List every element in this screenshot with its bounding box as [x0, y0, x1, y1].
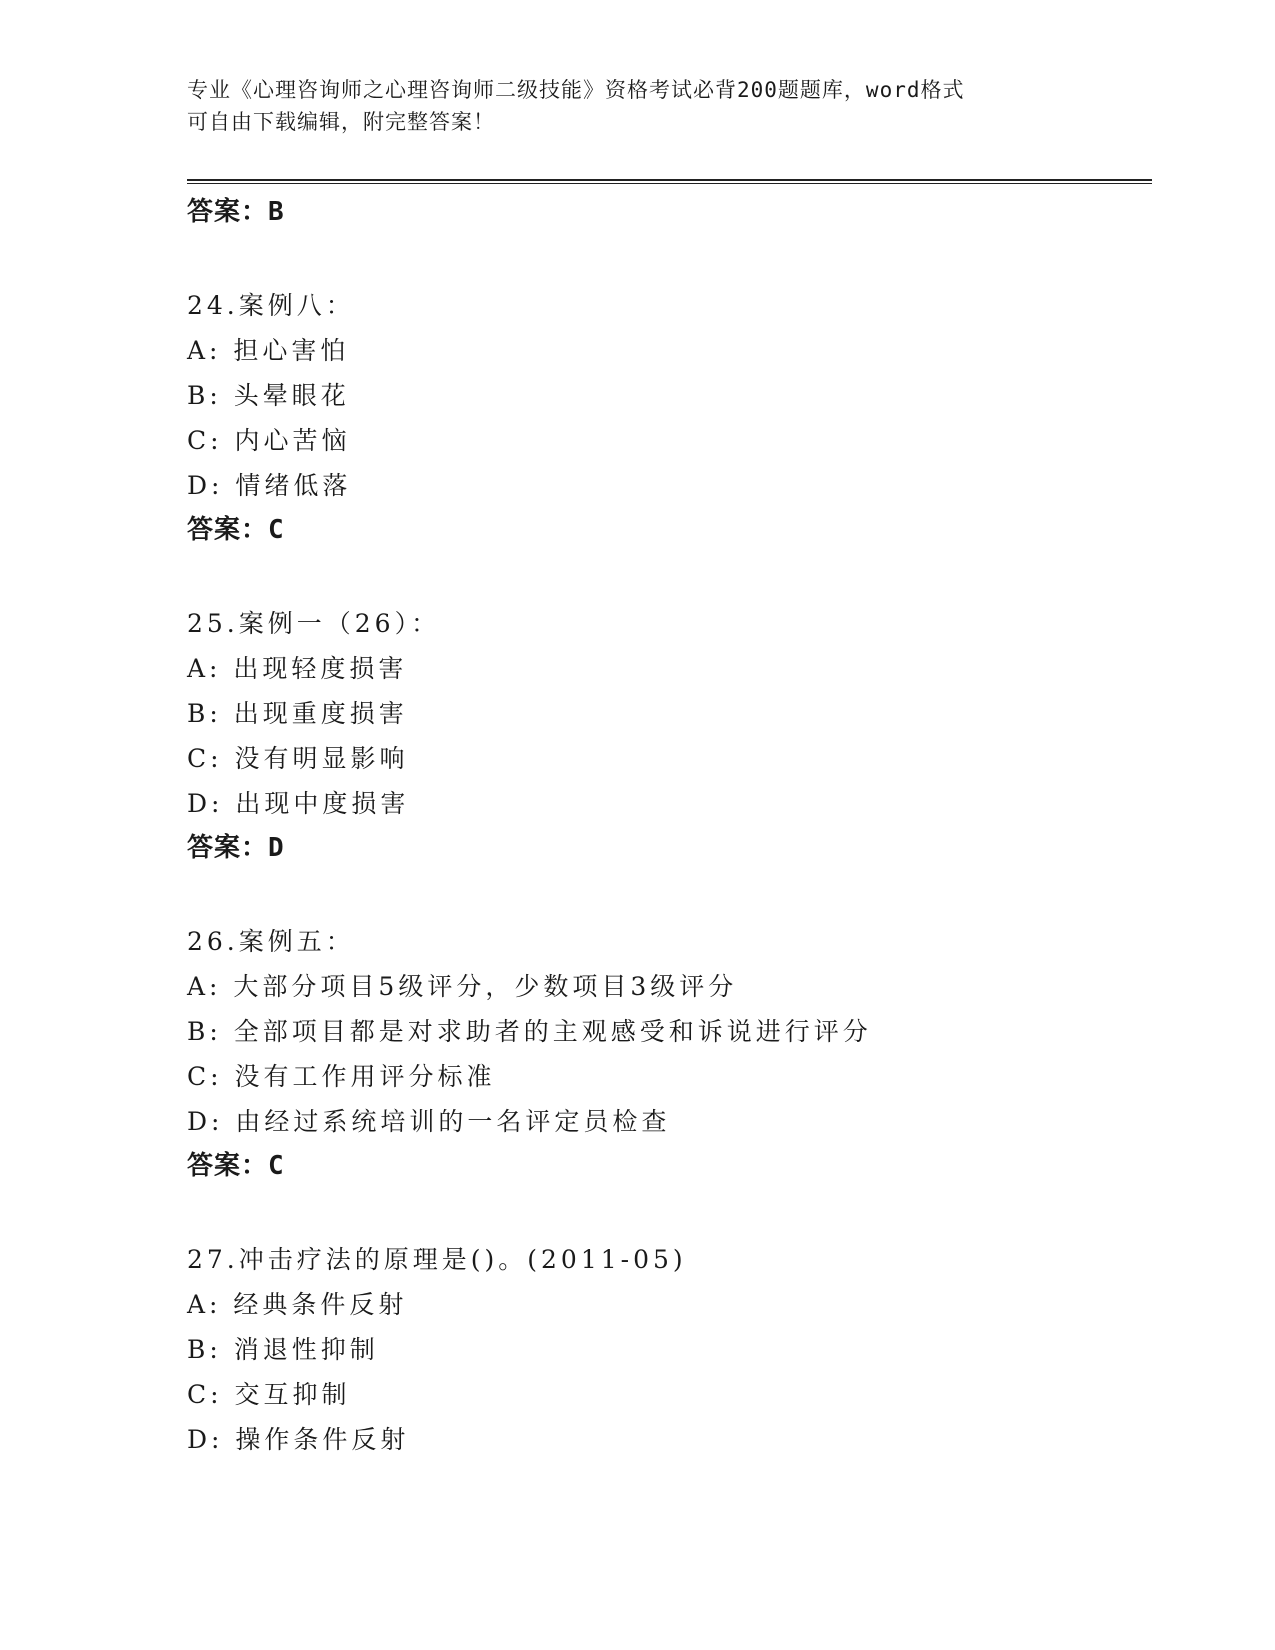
question-list	[187, 190, 1187, 1462]
option-c: C: 没有工作用评分标准	[187, 1062, 496, 1091]
option-b: B: 全部项目都是对求助者的主观感受和诉说进行评分	[187, 1017, 872, 1046]
answer-line: 答案：C	[187, 1151, 285, 1181]
option-c: C: 没有明显影响	[187, 744, 409, 773]
document-header	[187, 74, 1067, 138]
option-a: A: 大部分项目5级评分，少数项目3级评分	[187, 972, 738, 1001]
option-a: A: 经典条件反射	[187, 1290, 408, 1319]
header-line-2: 可自由下载编辑，附完整答案！	[187, 110, 495, 134]
question-stem: 25.案例一（26）：	[187, 609, 441, 638]
question-24	[187, 283, 1187, 553]
question-26	[187, 919, 1187, 1189]
option-c: C: 内心苦恼	[187, 426, 351, 455]
option-a: A: 出现轻度损害	[187, 654, 408, 683]
option-d: D: 出现中度损害	[187, 789, 410, 818]
question-stem: 26.案例五：	[187, 927, 355, 956]
question-27	[187, 1237, 1187, 1462]
answer-line: 答案：B	[187, 197, 285, 227]
option-d: D: 由经过系统培训的一名评定员检查	[187, 1107, 671, 1136]
header-divider	[187, 179, 1152, 184]
option-d: D: 情绪低落	[187, 471, 352, 500]
option-b: B: 出现重度损害	[187, 699, 408, 728]
option-a: A: 担心害怕	[187, 336, 350, 365]
question-stem: 24.案例八：	[187, 291, 355, 320]
header-line-1: 专业《心理咨询师之心理咨询师二级技能》资格考试必背200题题库，word格式	[187, 78, 965, 102]
answer-line: 答案：D	[187, 833, 285, 863]
option-d: D: 操作条件反射	[187, 1425, 410, 1454]
option-c: C: 交互抑制	[187, 1380, 351, 1409]
option-b: B: 消退性抑制	[187, 1335, 379, 1364]
option-b: B: 头晕眼花	[187, 381, 350, 410]
question-25	[187, 601, 1187, 871]
answer-line: 答案：C	[187, 515, 285, 545]
question-stem: 27.冲击疗法的原理是()。(2011-05)	[187, 1245, 687, 1274]
